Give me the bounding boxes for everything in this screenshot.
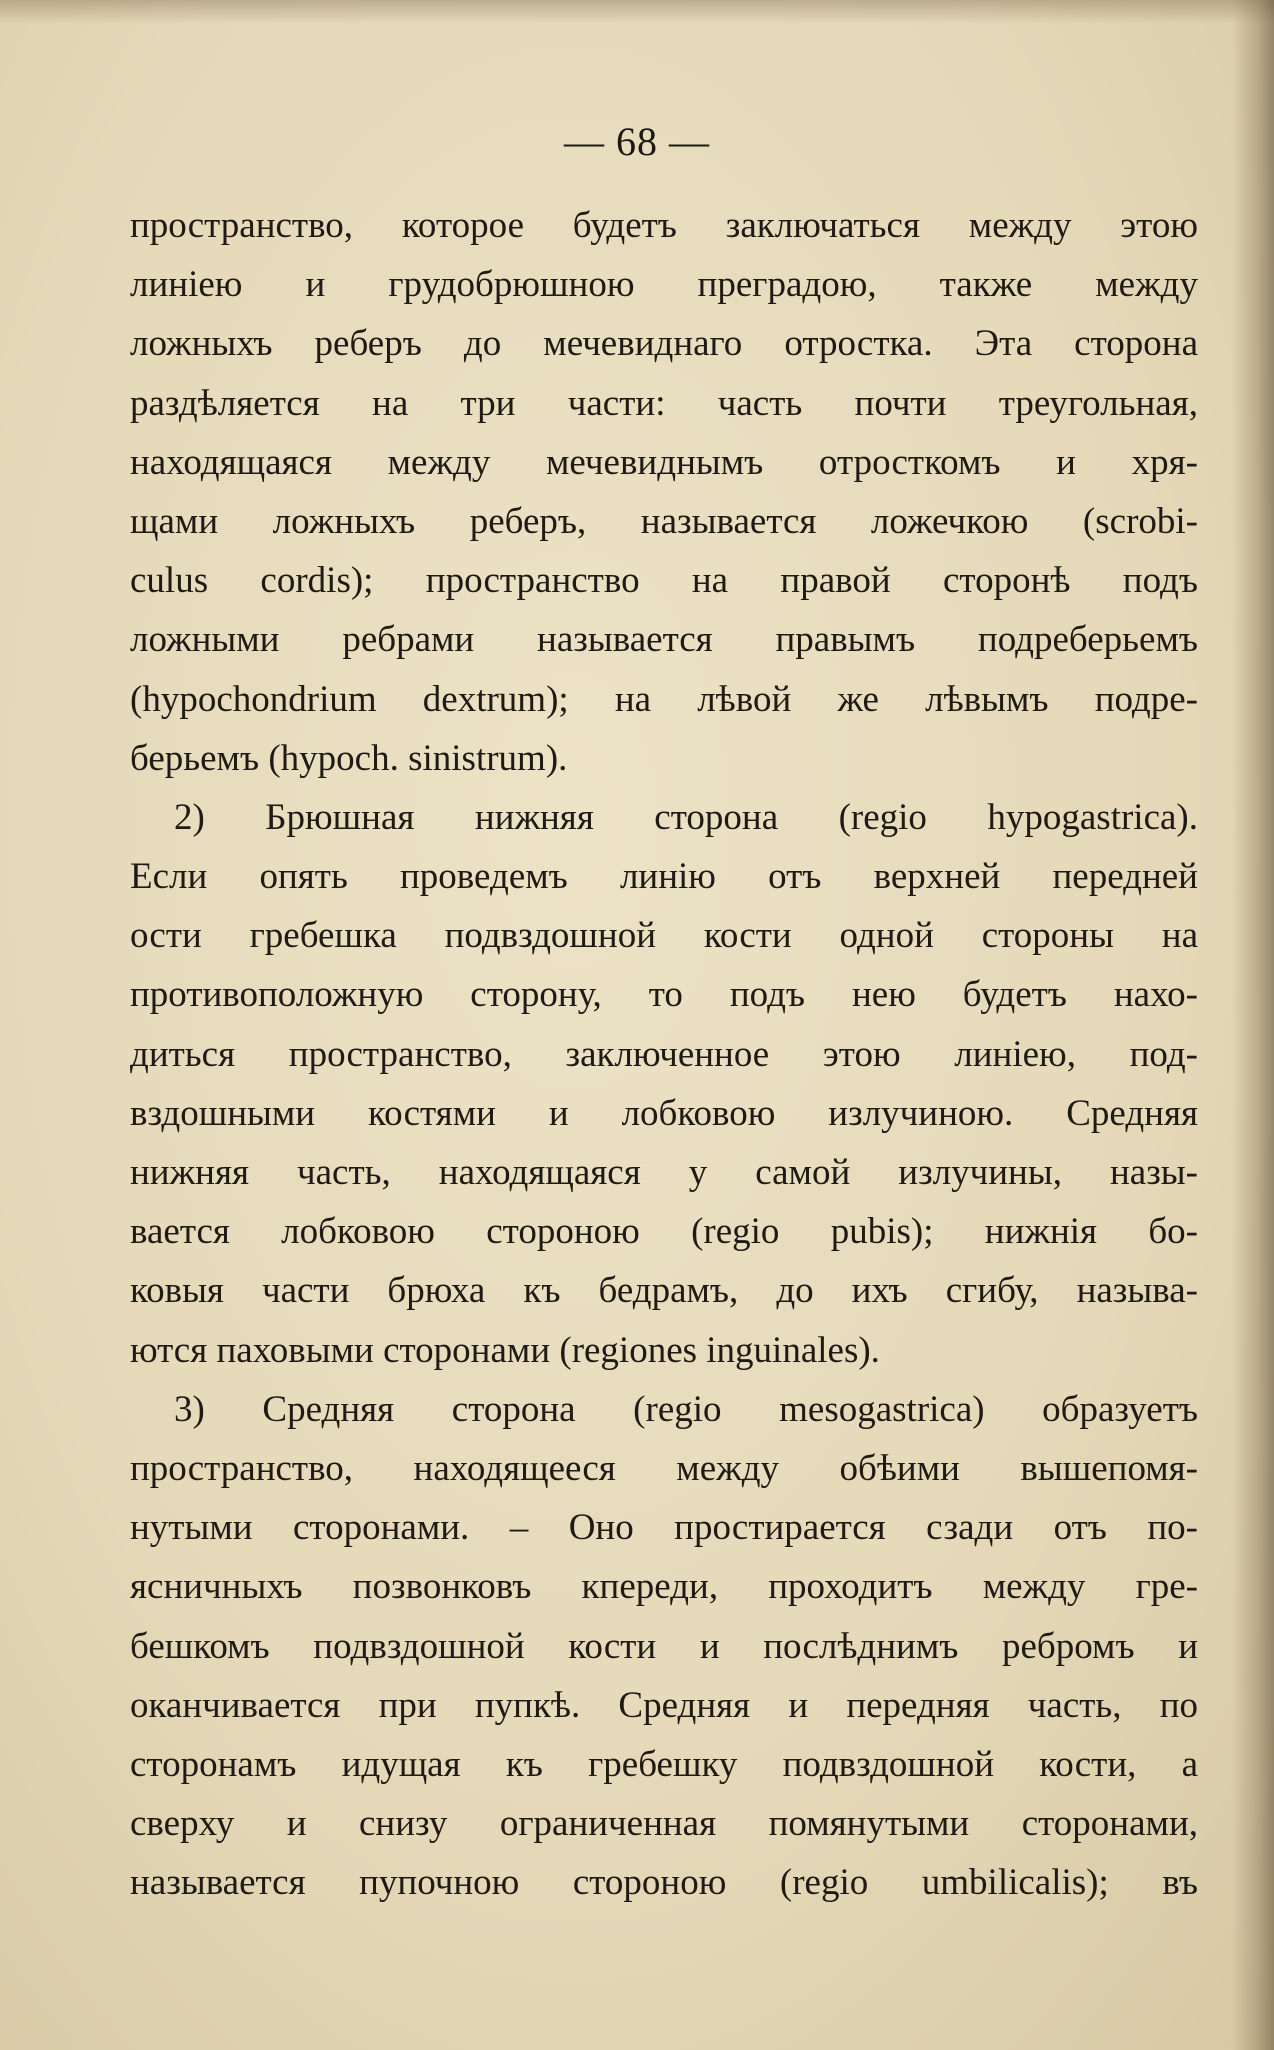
text-line: ясничныхъ позвонковъ кпереди, проходитъ между гре-: [130, 1566, 1198, 1608]
text-line: сторонамъ идущая къ гребешку подвздошной кости, а: [130, 1743, 1198, 1785]
text-line: пространство, находящееся между обѣими вышепомя-: [130, 1447, 1198, 1489]
text-line: (hypochondrium dextrum); на лѣвой же лѣвымъ подре-: [130, 678, 1198, 720]
text-line: бешкомъ подвздошной кости и послѣднимъ ребромъ и: [130, 1625, 1198, 1667]
text-line: пространство, которое будетъ заключаться между этою: [130, 205, 1198, 246]
page-top-shadow: [0, 0, 1274, 24]
text-line: Если опять проведемъ линiю отъ верхней передней: [130, 856, 1198, 898]
text-line: 3) Средняя сторона (regio mesogastrica) образуетъ: [174, 1388, 1198, 1430]
text-line: culus cordis); пространство на правой сторонѣ подъ: [130, 560, 1198, 602]
text-line: берьемъ (hypoch. sinistrum).: [130, 737, 568, 779]
text-line: нутыми сторонами. – Оно простирается сзади отъ по-: [130, 1507, 1198, 1549]
page-number: — 68 —: [564, 119, 710, 164]
text-line: ложными ребрами называется правымъ подреберьемъ: [130, 619, 1198, 661]
text-line: ковыя части брюха къ бедрамъ, до ихъ сгибу, называ-: [130, 1270, 1198, 1312]
text-line: нижняя часть, находящаяся у самой излучины, назы-: [130, 1152, 1198, 1193]
text-line: оканчивается при пупкѣ. Средняя и передняя часть, по: [130, 1684, 1198, 1726]
text-line: ложныхъ реберъ до мечевиднаго отростка. Эта сторона: [130, 323, 1198, 365]
text-line: щами ложныхъ реберъ, называется ложечкою (scrobi-: [130, 500, 1198, 542]
body-text: [130, 196, 1198, 1912]
text-line: линiею и грудобрюшною преградою, также между: [130, 264, 1198, 306]
text-line: раздѣляется на три части: часть почти треугольная,: [130, 382, 1198, 424]
text-line: 2) Брюшная нижняя сторона (regio hypogastrica).: [174, 796, 1198, 838]
text-line: ости гребешка подвздошной кости одной стороны на: [130, 915, 1198, 957]
text-line: находящаяся между мечевиднымъ отросткомъ и хря-: [130, 441, 1198, 483]
text-line: сверху и снизу ограниченная помянутыми сторонами,: [130, 1803, 1198, 1845]
page-right-shadow: [1232, 0, 1274, 2050]
text-line: вздошными костями и лобковою излучиною. Средняя: [130, 1092, 1198, 1134]
text-line: вается лобковою стороною (regio pubis); нижнiя бо-: [130, 1211, 1198, 1253]
text-line: называется пупочною стороною (regio umbilicalis); въ: [130, 1862, 1198, 1904]
text-line: диться пространство, заключенное этою линiею, под-: [130, 1033, 1198, 1075]
text-line: ются паховыми сторонами (regiones inguinales).: [130, 1329, 880, 1371]
text-line: противоположную сторону, то подъ нею будетъ нахо-: [130, 974, 1198, 1016]
